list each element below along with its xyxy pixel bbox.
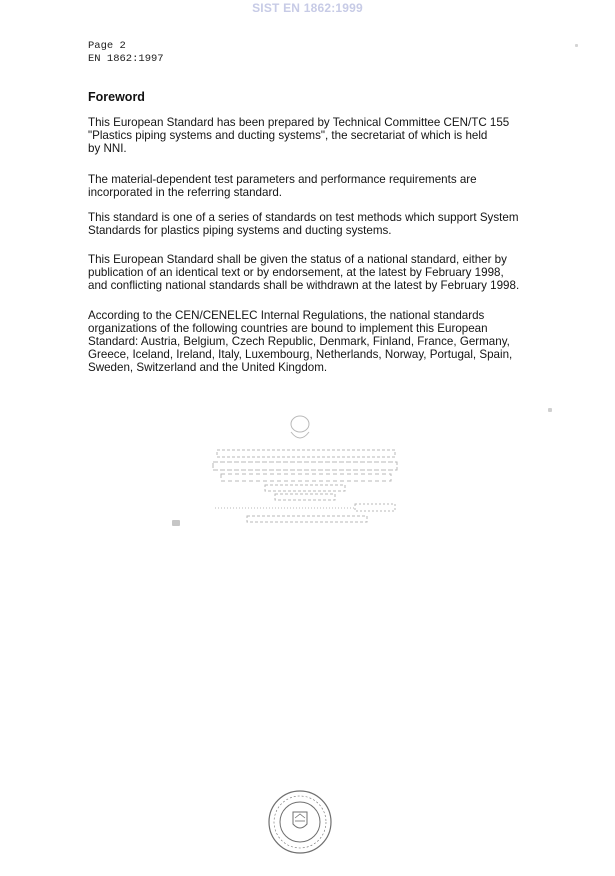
text-line: and conflicting national standards shall be withdrawn at the latest by February 1998.: [88, 278, 520, 292]
faded-official-stamp-icon: [205, 410, 405, 530]
standard-code: EN 1862:1997: [88, 53, 164, 65]
document-watermark: SIST EN 1862:1999: [252, 1, 363, 15]
text-line: Sweden, Switzerland and the United Kingdom.: [88, 360, 328, 374]
text-line: by NNI.: [88, 141, 127, 155]
text-line: According to the CEN/CENELEC Internal Regulations, the national standards: [88, 309, 485, 322]
scan-speck: [575, 44, 578, 47]
paragraph-series: [88, 212, 538, 238]
text-line: The material-dependent test parameters and performance requirements are: [88, 173, 477, 186]
text-line: Standard: Austria, Belgium, Czech Republic, Denmark, Finland, France, Germany,: [88, 334, 510, 348]
text-line: Greece, Iceland, Ireland, Italy, Luxembourg, Netherlands, Norway, Portugal, Spain,: [88, 347, 513, 361]
paragraph-regulations: [88, 310, 538, 375]
text-line: organizations of the following countries are bound to implement this European: [88, 321, 488, 335]
round-seal-icon: [266, 788, 334, 856]
scan-speck: [172, 520, 180, 526]
page-header: [88, 40, 164, 66]
text-line: "Plastics piping systems and ducting systems", the secretariat of which is held: [88, 128, 488, 142]
text-line: This European Standard has been prepared by Technical Committee CEN/TC 155: [88, 116, 510, 129]
text-line: This standard is one of a series of standards on test methods which support System: [88, 211, 519, 224]
paragraph-test-parameters: [88, 174, 538, 200]
foreword-heading: Foreword: [88, 90, 145, 104]
text-line: This European Standard shall be given the status of a national standard, either by: [88, 253, 507, 266]
paragraph-status: [88, 254, 538, 293]
text-line: Standards for plastics piping systems and ducting systems.: [88, 223, 392, 237]
paragraph-committee: [88, 117, 538, 156]
scan-speck: [548, 408, 552, 412]
text-line: incorporated in the referring standard.: [88, 185, 282, 199]
text-line: publication of an identical text or by endorsement, at the latest by February 1998,: [88, 265, 504, 279]
page-number: Page 2: [88, 40, 126, 52]
